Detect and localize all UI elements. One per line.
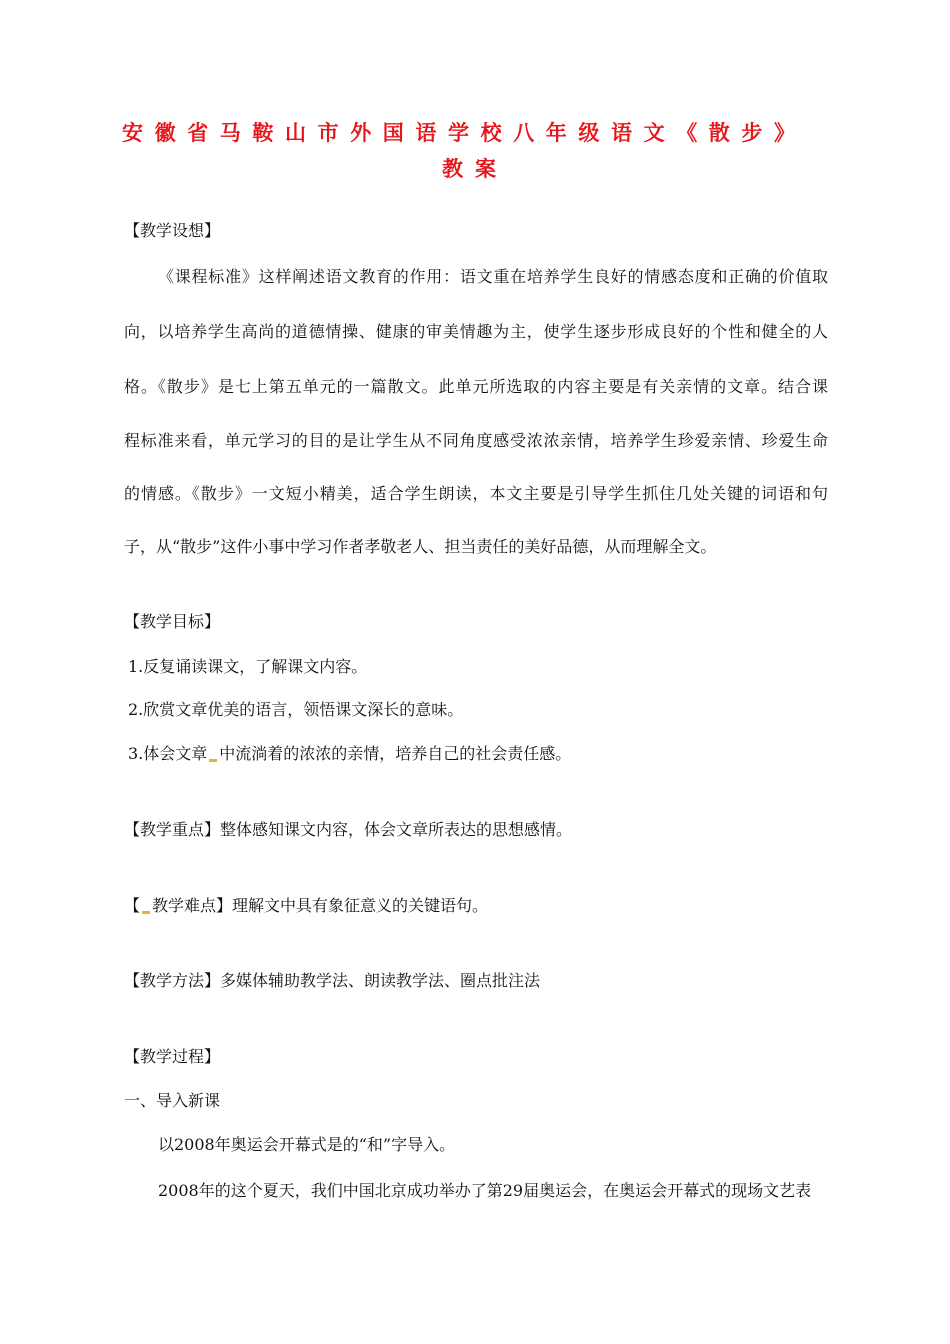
design-heading: 【教学设想】 xyxy=(124,221,221,240)
goal-item-2: 2.欣赏文章优美的语言，领悟课文深长的意味。 xyxy=(128,700,464,719)
goal-item-3-part-1: 3.体会文章 xyxy=(128,744,208,763)
design-paragraph-line-1: 《课程标准》这样阐述语文教育的作用：语文重在培养学生良好的情感态度和正确的价值取 xyxy=(158,267,828,286)
goal-item-1: 1.反复诵读课文，了解课文内容。 xyxy=(128,657,368,676)
difficulty-text: 教学难点】理解文中具有象征意义的关键语句。 xyxy=(152,896,489,915)
design-paragraph-line-3: 格。《散步》是七上第五单元的一篇散文。此单元所选取的内容主要是有关亲情的文章。结合课 xyxy=(124,377,828,396)
process-heading: 【教学过程】 xyxy=(124,1047,221,1066)
document-title-line-2: 教案 xyxy=(442,157,508,181)
process-paragraph-1: 以2008年奥运会开幕式是的“和”字导入。 xyxy=(158,1135,456,1154)
goal-item-3-part-2: 中流淌着的浓浓的亲情，培养自己的社会责任感。 xyxy=(219,744,572,763)
design-paragraph-line-6: 子，从“散步”这件小事中学习作者孝敬老人、担当责任的美好品德，从而理解全文。 xyxy=(124,537,717,556)
design-paragraph-line-5: 的情感。《散步》一文短小精美，适合学生朗读，本文主要是引导学生抓住几处关键的词语和句 xyxy=(124,484,828,503)
annotation-mark xyxy=(142,911,150,914)
annotation-mark xyxy=(209,759,217,762)
methods: 【教学方法】多媒体辅助教学法、朗读教学法、圈点批注法 xyxy=(124,971,541,990)
goals-heading: 【教学目标】 xyxy=(124,612,221,631)
document-title-line-1: 安徽省马鞍山市外国语学校八年级语文《散步》 xyxy=(122,121,807,145)
design-paragraph-line-2: 向，以培养学生高尚的道德情操、健康的审美情趣为主，使学生逐步形成良好的个性和健全的人 xyxy=(124,322,828,341)
process-paragraph-2: 2008年的这个夏天，我们中国北京成功举办了第29届奥运会，在奥运会开幕式的现场文艺表 xyxy=(158,1181,812,1200)
key-point: 【教学重点】整体感知课文内容，体会文章所表达的思想感情。 xyxy=(124,820,573,839)
goal-item-3 xyxy=(128,744,571,764)
design-paragraph-line-4: 程标准来看，单元学习的目的是让学生从不同角度感受浓浓亲情，培养学生珍爱亲情、珍爱生命 xyxy=(124,431,828,450)
process-step-1: 一、导入新课 xyxy=(124,1091,221,1110)
difficulty xyxy=(124,896,488,916)
difficulty-bracket: 【 xyxy=(124,896,141,915)
